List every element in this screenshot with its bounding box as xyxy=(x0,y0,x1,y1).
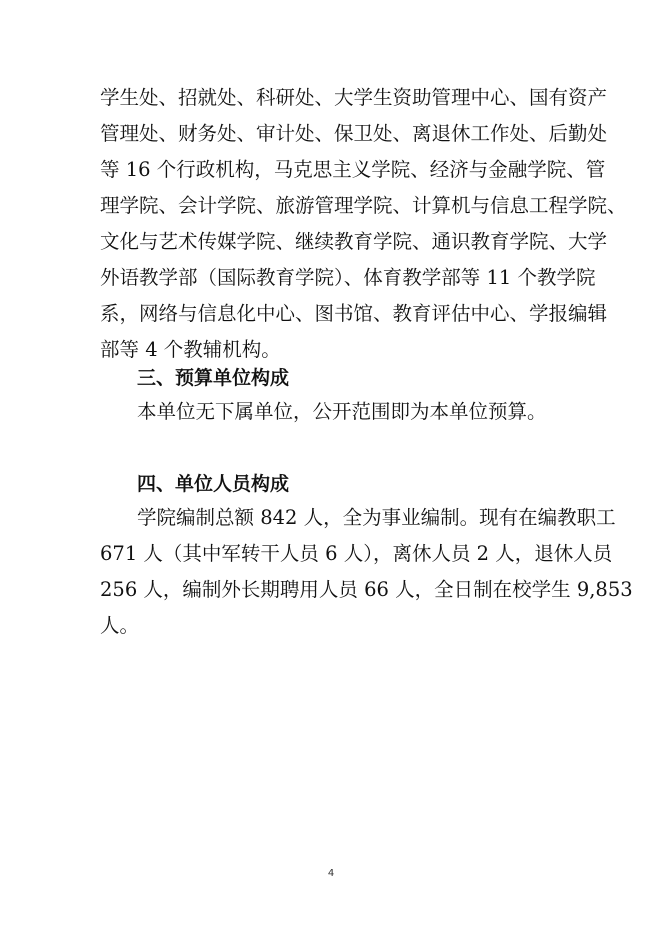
paragraph-line: 学生处、招就处、科研处、大学生资助管理中心、国有资产 xyxy=(100,86,608,109)
paragraph-line: 管理处、财务处、审计处、保卫处、离退休工作处、后勤处 xyxy=(100,122,608,145)
paragraph-line: 256 人，编制外长期聘用人员 66 人，全日制在校学生 9,853 xyxy=(100,578,633,601)
paragraph-line: 系，网络与信息化中心、图书馆、教育评估中心、学报编辑 xyxy=(100,302,608,325)
paragraph-line: 部等 4 个教辅机构。 xyxy=(100,338,281,361)
section-heading-staff: 四、单位人员构成 xyxy=(137,473,290,495)
paragraph-line: 671 人（其中军转干人员 6 人），离休人员 2 人，退休人员 xyxy=(100,542,613,565)
paragraph-line: 人。 xyxy=(100,614,140,637)
paragraph-line: 理学院、会计学院、旅游管理学院、计算机与信息工程学院、 xyxy=(100,194,627,217)
section-heading-budget-units: 三、预算单位构成 xyxy=(137,367,290,389)
section-body-budget-units: 本单位无下属单位，公开范围即为本单位预算。 xyxy=(137,400,547,423)
paragraph-line: 外语教学部（国际教育学院）、体育教学部等 11 个教学院 xyxy=(100,266,596,289)
paragraph-line: 文化与艺术传媒学院、继续教育学院、通识教育学院、大学 xyxy=(100,230,608,253)
paragraph-line: 学院编制总额 842 人，全为事业编制。现有在编教职工 xyxy=(137,506,616,529)
page-number: 4 xyxy=(327,868,335,879)
paragraph-line: 等 16 个行政机构，马克思主义学院、经济与金融学院、管 xyxy=(100,158,606,181)
